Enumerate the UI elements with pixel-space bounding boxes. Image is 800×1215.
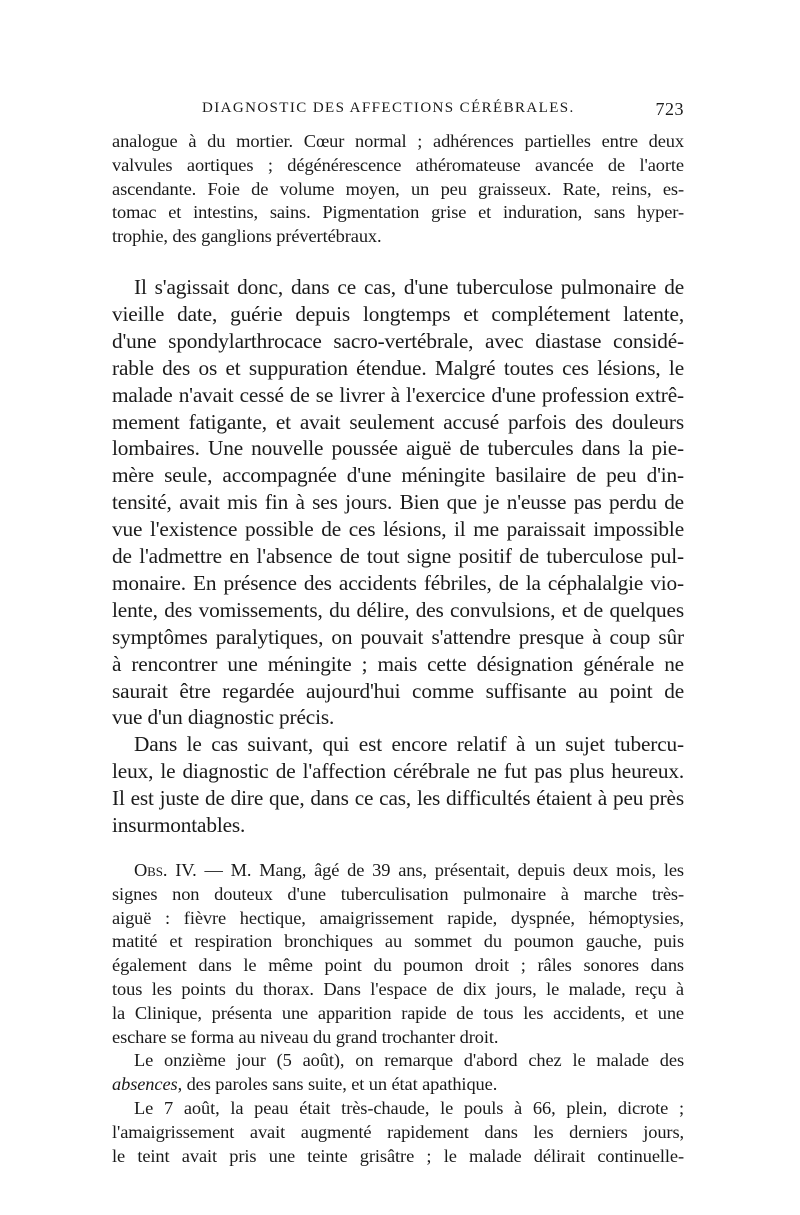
text-line: matité et respiration bronchiques au sommet du poumon gauche, puis (112, 931, 684, 952)
text-line: saurait être regardée aujourd'hui comme suffisante au point de (112, 678, 684, 703)
text-line: eschare se forma au niveau du grand trochanter droit. (112, 1026, 499, 1047)
paragraph-discussion (112, 274, 684, 731)
section-gap (112, 249, 684, 274)
observation-first-line: M. Mang, âgé de 39 ans, présentait, depuis deux mois, les (230, 860, 684, 881)
text-line: d'une spondylarthrocace sacro-vertébrale, avec diastase considé- (112, 328, 684, 353)
text-line-rest: , des paroles sans suite, et un état apathique. (177, 1074, 498, 1095)
text-line: tous les points du thorax. Dans l'espace de dix jours, le malade, reçu à (112, 979, 684, 999)
text-line (112, 1073, 684, 1097)
book-page (112, 100, 684, 1168)
paragraph-next-case (112, 731, 684, 839)
text-line: ascendante. Foie de volume moyen, un peu graisseux. Rate, reins, es- (112, 178, 684, 199)
text-line: vue l'existence possible de ces lésions, il me paraissait impossible (112, 517, 684, 542)
running-title: DIAGNOSTIC DES AFFECTIONS CÉRÉBRALES. (202, 100, 575, 116)
text-line: tomac et intestins, sains. Pigmentation grise et induration, sans hyper- (112, 202, 684, 223)
text-line: symptômes paralytiques, on pouvait s'attendre presque à coup sûr (112, 624, 684, 649)
text-line: l'amaigrissement avait augmenté rapidement dans les derniers jours, (112, 1121, 684, 1142)
page-number: 723 (655, 99, 684, 119)
running-header (112, 100, 684, 130)
text-line: signes non douteux d'une tuberculisation pulmonaire à marche très- (112, 883, 684, 904)
text-line: lente, des vomissements, du délire, des convulsions, et de quelques (112, 597, 684, 622)
text-line: la Clinique, présenta une apparition rapide de tous les accidents, et une (112, 1002, 684, 1023)
text-line: trophie, des ganglions prévertébraux. (112, 226, 382, 247)
text-line (112, 859, 684, 883)
text-line: leux, le diagnostic de l'affection cérébrale ne fut pas plus heureux. (112, 759, 684, 784)
paragraph-autopsy-end (112, 130, 684, 249)
observation-iv (112, 859, 684, 1049)
paragraph-eleventh-day (112, 1049, 684, 1097)
text-line: aiguë : fièvre hectique, amaigrissement rapide, dyspnée, hémoptysies, (112, 907, 684, 928)
text-line: monaire. En présence des accidents fébriles, de la céphalalgie vio- (112, 570, 684, 595)
text-line: malade n'avait cessé de se livrer à l'exercice d'une profession extrê- (112, 382, 684, 407)
text-line: également dans le même point du poumon droit ; râles sonores dans (112, 955, 684, 976)
text-line: mère seule, accompagnée d'une méningite basilaire de peu d'in- (112, 463, 684, 488)
text-line: Dans le cas suivant, qui est encore relatif à un sujet tubercu- (134, 732, 684, 757)
text-line: à rencontrer une méningite ; mais cette désignation générale ne (112, 651, 684, 676)
paragraph-seventh-august (112, 1097, 684, 1168)
text-line: analogue à du mortier. Cœur normal ; adhérences partielles entre deux (112, 131, 684, 151)
observation-dash: — (196, 860, 231, 881)
text-line: Le onzième jour (5 août), on remarque d'abord chez le malade des (134, 1050, 684, 1071)
text-line: Il est juste de dire que, dans ce cas, les difficultés étaient à peu près (112, 786, 684, 811)
text-line: valvules aortiques ; dégénérescence athéromateuse avancée de l'aorte (112, 154, 684, 175)
italic-word-absences: absences (112, 1074, 178, 1095)
text-line: insurmontables. (112, 813, 246, 838)
text-line: Le 7 août, la peau était très-chaude, le pouls à 66, plein, dicrote ; (134, 1097, 684, 1118)
text-line: vieille date, guérie depuis longtemps et complétement latente, (112, 301, 684, 326)
text-line: mement fatigante, et avait seulement accusé parfois des douleurs (112, 409, 684, 434)
text-line: rable des os et suppuration étendue. Malgré toutes ces lésions, le (112, 355, 684, 380)
text-line: lombaires. Une nouvelle poussée aiguë de tubercules dans la pie- (112, 436, 684, 461)
observation-label: Obs. IV. (134, 860, 197, 881)
section-gap (112, 839, 684, 859)
text-line: Il s'agissait donc, dans ce cas, d'une tuberculose pulmonaire de (134, 274, 684, 299)
text-line: le teint avait pris une teinte grisâtre ; le malade délirait continuelle- (112, 1145, 684, 1166)
text-line: vue d'un diagnostic précis. (112, 705, 335, 730)
text-line: tensité, avait mis fin à ses jours. Bien que je n'eusse pas perdu de (112, 490, 684, 515)
text-line: de l'admettre en l'absence de tout signe positif de tuberculose pul- (112, 544, 684, 569)
